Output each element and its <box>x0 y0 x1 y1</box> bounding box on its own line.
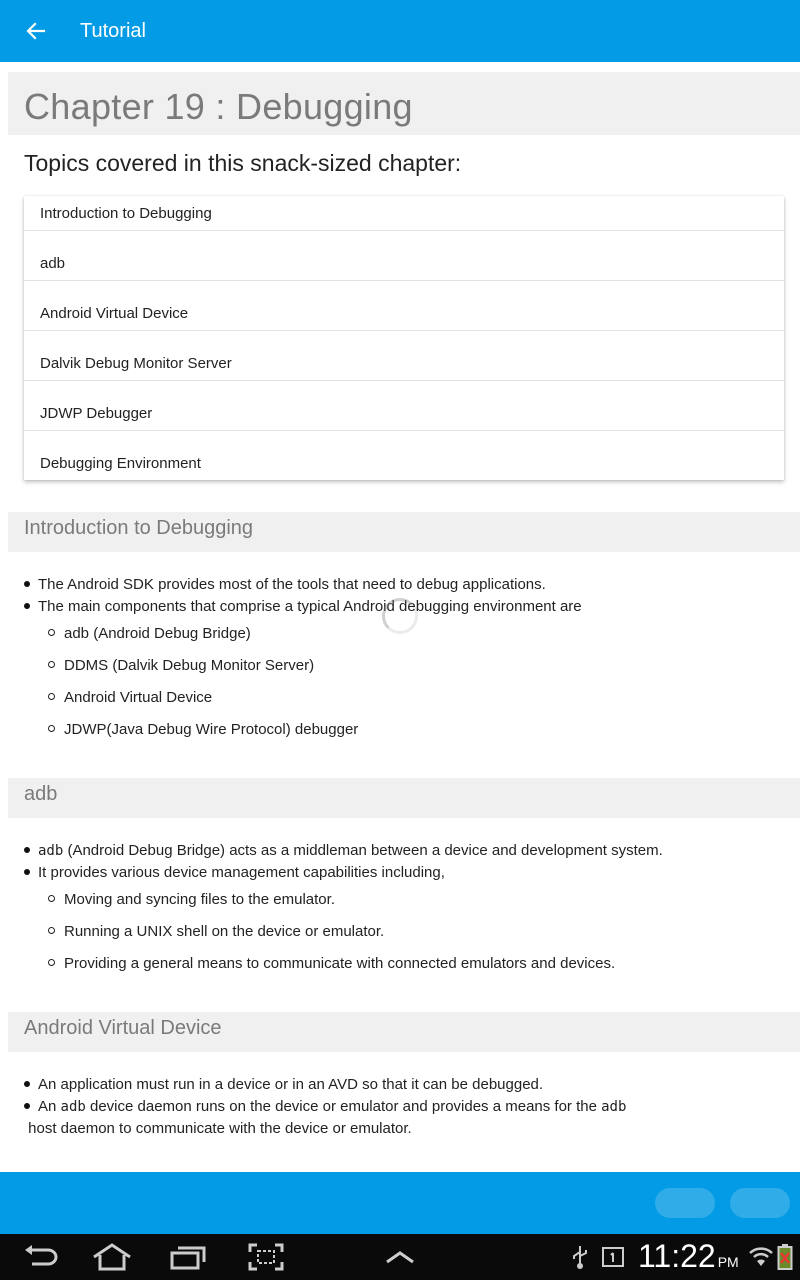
sub-list-item <box>48 891 335 908</box>
sub-list-item <box>48 689 212 706</box>
nav-up-button[interactable] <box>380 1238 420 1276</box>
sub-list-item <box>48 923 384 940</box>
list-item-text: The Android SDK provides most of the tools that need to debug applications. <box>38 576 546 593</box>
sub-list-item-text: JDWP(Java Debug Wire Protocol) debugger <box>64 721 359 738</box>
list-item <box>24 598 582 615</box>
screenshot-icon <box>248 1243 284 1271</box>
previous-button[interactable] <box>655 1188 715 1218</box>
sub-list-item-text: Running a UNIX shell on the device or emulator. <box>64 923 385 940</box>
list-item-text: The main components that comprise a typical Android debugging environment are <box>38 598 582 615</box>
code-adb: adb <box>38 843 64 859</box>
code-adb: adb <box>60 1099 86 1115</box>
topics-list <box>24 196 784 480</box>
sub-list-item-text: Providing a general means to communicate with connected emulators and devices. <box>64 955 616 972</box>
list-item-text: An application must run in a device or in an AVD so that it can be debugged. <box>38 1076 544 1093</box>
battery-icon <box>777 1243 793 1271</box>
list-item <box>24 842 663 859</box>
app-bar <box>0 0 800 62</box>
usb-icon <box>570 1244 590 1270</box>
app-title: Tutorial <box>80 19 146 42</box>
sub-list-item <box>48 657 314 674</box>
nav-back-button[interactable] <box>18 1238 62 1276</box>
sub-list-item-text: Moving and syncing files to the emulator. <box>64 891 335 908</box>
status-time: 11:22 <box>638 1238 716 1274</box>
topic-item-avd[interactable]: Android Virtual Device <box>24 280 784 330</box>
nav-recent-apps-button[interactable] <box>166 1238 210 1276</box>
next-button[interactable] <box>730 1188 790 1218</box>
notification-icon <box>601 1246 625 1268</box>
nav-home-button[interactable] <box>90 1238 134 1276</box>
list-item-text: (Android Debug Bridge) acts as a middleman between a device and development system. <box>63 842 663 859</box>
topic-item-adb[interactable]: adb <box>24 230 784 280</box>
sub-list-item-text: adb (Android Debug Bridge) <box>64 625 251 642</box>
topics-heading: Topics covered in this snack-sized chapter: <box>24 150 462 176</box>
list-item <box>24 864 445 881</box>
back-button[interactable] <box>0 0 72 62</box>
status-clock <box>638 1238 739 1275</box>
up-chevron-icon <box>384 1249 416 1265</box>
recent-apps-icon <box>169 1244 207 1270</box>
list-item-text: An <box>38 1098 61 1115</box>
loading-spinner <box>382 598 418 634</box>
arrow-left-icon <box>26 21 46 41</box>
topic-item-jdwp[interactable]: JDWP Debugger <box>24 380 784 430</box>
section-title: Introduction to Debugging <box>24 517 254 539</box>
wifi-icon <box>748 1244 774 1268</box>
list-item <box>24 576 546 593</box>
section-header-adb <box>8 778 800 818</box>
chapter-title: Chapter 19 : Debugging <box>24 86 413 127</box>
list-item <box>24 1076 543 1093</box>
section-header-intro <box>8 512 800 552</box>
status-ampm: PM <box>717 1254 739 1270</box>
sub-list-item-text: DDMS (Dalvik Debug Monitor Server) <box>64 657 315 674</box>
system-nav-bar <box>0 1234 800 1280</box>
nav-screenshot-button[interactable] <box>244 1238 288 1276</box>
sub-list-item <box>48 721 358 738</box>
chapter-header <box>8 72 800 135</box>
home-icon <box>91 1243 133 1271</box>
topic-item-ddms[interactable]: Dalvik Debug Monitor Server <box>24 330 784 380</box>
bottom-bar <box>0 1172 800 1234</box>
list-item-text: device daemon runs on the device or emulator and provides a means for the <box>85 1098 602 1115</box>
topic-item-environment[interactable]: Debugging Environment <box>24 430 784 480</box>
sub-list-item <box>48 955 615 972</box>
section-header-avd <box>8 1012 800 1052</box>
topic-item-intro[interactable]: Introduction to Debugging <box>40 204 212 222</box>
section-title: Android Virtual Device <box>24 1017 222 1039</box>
sub-list-item <box>48 625 251 642</box>
list-item-text: host daemon to communicate with the device or emulator. <box>24 1120 412 1137</box>
sub-list-item-text: Android Virtual Device <box>64 689 213 706</box>
section-title: adb <box>24 783 58 805</box>
code-adb: adb <box>601 1099 627 1115</box>
chapter-content[interactable] <box>0 62 800 1172</box>
list-item <box>24 1096 764 1140</box>
list-item-text: It provides various device management capabilities including, <box>38 864 445 881</box>
back-icon <box>22 1244 58 1270</box>
